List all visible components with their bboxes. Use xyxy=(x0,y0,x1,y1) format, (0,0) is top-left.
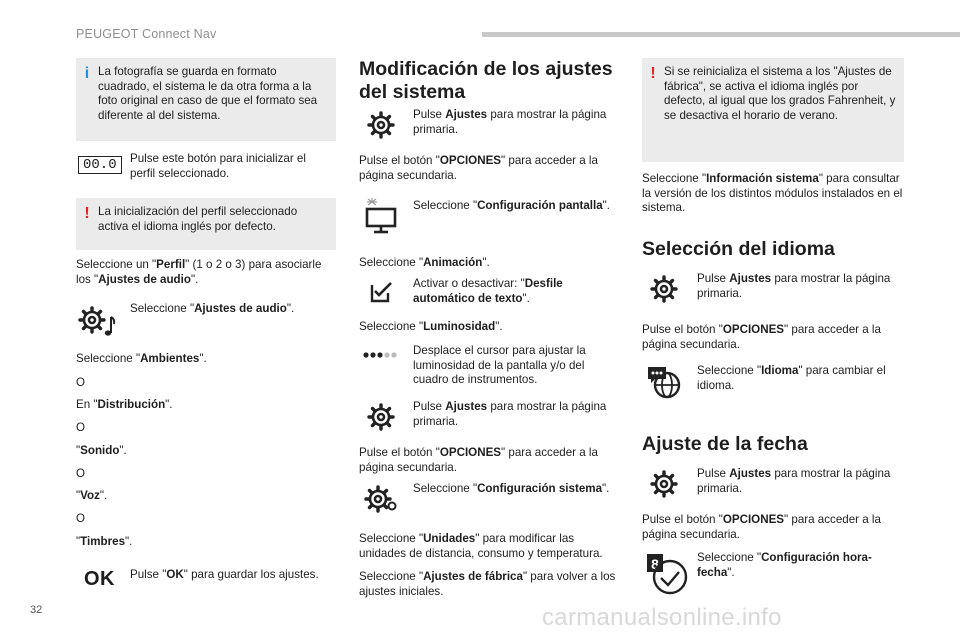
or-separator: O xyxy=(76,421,86,434)
cursor-text: Desplace el cursor para ajustar la luminosidad de la pantalla y/o del cuadro de instrumentos. xyxy=(413,344,586,387)
ok-button-icon: OK xyxy=(84,568,115,590)
gear-icon xyxy=(366,110,396,140)
ajustes-text: Pulse Ajustes para mostrar la página primaria. xyxy=(413,108,607,136)
ajustes-text: Pulse Ajustes para mostrar la página primaria. xyxy=(697,467,891,495)
gear-icon xyxy=(649,274,679,304)
timbres-text: "Timbres". xyxy=(76,535,133,548)
opciones-text: Pulse el botón "OPCIONES" para acceder a la página secundaria. xyxy=(642,323,881,351)
luminosidad-text: Seleccione "Luminosidad". xyxy=(359,320,503,333)
reset-button-icon: 00.0 xyxy=(78,156,122,174)
date-heading: Ajuste de la fecha xyxy=(642,433,808,455)
language-heading: Selección del idioma xyxy=(642,238,835,260)
voz-text: "Voz". xyxy=(76,489,108,502)
config-pantalla-text: Seleccione "Configuración pantalla". xyxy=(413,199,611,212)
info-sistema-text: Seleccione "Información sistema" para consultar la versión de los distintos módulos instalados en el sistema. xyxy=(642,172,903,215)
or-separator: O xyxy=(76,467,86,480)
unidades-text: Seleccione "Unidades" para modificar las unidades de distancia, consumo y temperatura. xyxy=(359,532,603,560)
profile-text: Seleccione un "Perfil" (1 o 2 o 3) para asociarle los "Ajustes de audio". xyxy=(76,258,322,286)
system-settings-heading: Modificación de los ajustes del sistema xyxy=(359,58,613,103)
info-box xyxy=(76,58,336,141)
ajustes-text: Pulse Ajustes para mostrar la página primaria. xyxy=(413,400,607,428)
animacion-text: Seleccione "Animación". xyxy=(359,256,490,269)
config-sistema-text: Seleccione "Configuración sistema". xyxy=(413,482,610,495)
warning-box-text: La inicialización del perfil seleccionado activa el idioma inglés por defecto. xyxy=(98,205,298,233)
opciones-text: Pulse el botón "OPCIONES" para acceder a la página secundaria. xyxy=(359,446,598,474)
hora-fecha-text: Seleccione "Configuración hora-fecha". xyxy=(697,551,872,579)
page-number: 32 xyxy=(30,604,43,616)
ajustes-text: Pulse Ajustes para mostrar la página primaria. xyxy=(697,272,891,300)
screen-brightness-icon xyxy=(363,197,399,235)
checkbox-icon xyxy=(369,280,395,304)
ambientes-text: Seleccione "Ambientes". xyxy=(76,352,207,365)
idioma-text: Seleccione "Idioma" para cambiar el idioma. xyxy=(697,364,886,392)
warning-icon: ! xyxy=(84,205,90,222)
gear-icon xyxy=(366,402,396,432)
sonido-text: "Sonido". xyxy=(76,444,127,457)
language-icon xyxy=(646,364,682,400)
brightness-slider-icon xyxy=(362,350,402,360)
header-rule xyxy=(482,32,960,37)
or-separator: O xyxy=(76,512,86,525)
info-icon: i xyxy=(84,65,90,82)
audio-settings-text: Seleccione "Ajustes de audio". xyxy=(130,302,295,315)
distribucion-text: En "Distribución". xyxy=(76,398,173,411)
warning-box-text: Si se reinicializa el sistema a los "Ajustes de fábrica", se activa el idioma inglés por defecto, al igual que los grados Fahrenheit, y se desactiva el horario de verano. xyxy=(664,65,896,122)
opciones-text: Pulse el botón "OPCIONES" para acceder a la página secundaria. xyxy=(642,513,881,541)
warning-box xyxy=(642,58,904,162)
reset-text: Pulse este botón para inicializar el perfil seleccionado. xyxy=(130,152,306,180)
calendar-number: 8 xyxy=(651,556,659,572)
running-header: PEUGEOT Connect Nav xyxy=(76,27,217,41)
ok-text: Pulse "OK" para guardar los ajustes. xyxy=(130,568,319,581)
desfile-text: Activar o desactivar: "Desfile automático de texto". xyxy=(413,277,563,305)
warning-icon: ! xyxy=(650,65,656,82)
audio-settings-icon xyxy=(78,305,118,339)
fabrica-text: Seleccione "Ajustes de fábrica" para volver a los ajustes iniciales. xyxy=(359,570,616,598)
calendar-clock-icon xyxy=(645,552,689,596)
or-separator: O xyxy=(76,376,86,389)
gear-icon xyxy=(649,469,679,499)
warning-box xyxy=(76,198,336,250)
info-box-text: La fotografía se guarda en formato cuadrado, el sistema le da otra forma a la foto original en caso de que el formato sea diferente al del sistema. xyxy=(98,65,318,122)
watermark: carmanualsonline.info xyxy=(542,604,782,631)
opciones-text: Pulse el botón "OPCIONES" para acceder a la página secundaria. xyxy=(359,154,598,182)
system-gears-icon xyxy=(364,484,398,514)
